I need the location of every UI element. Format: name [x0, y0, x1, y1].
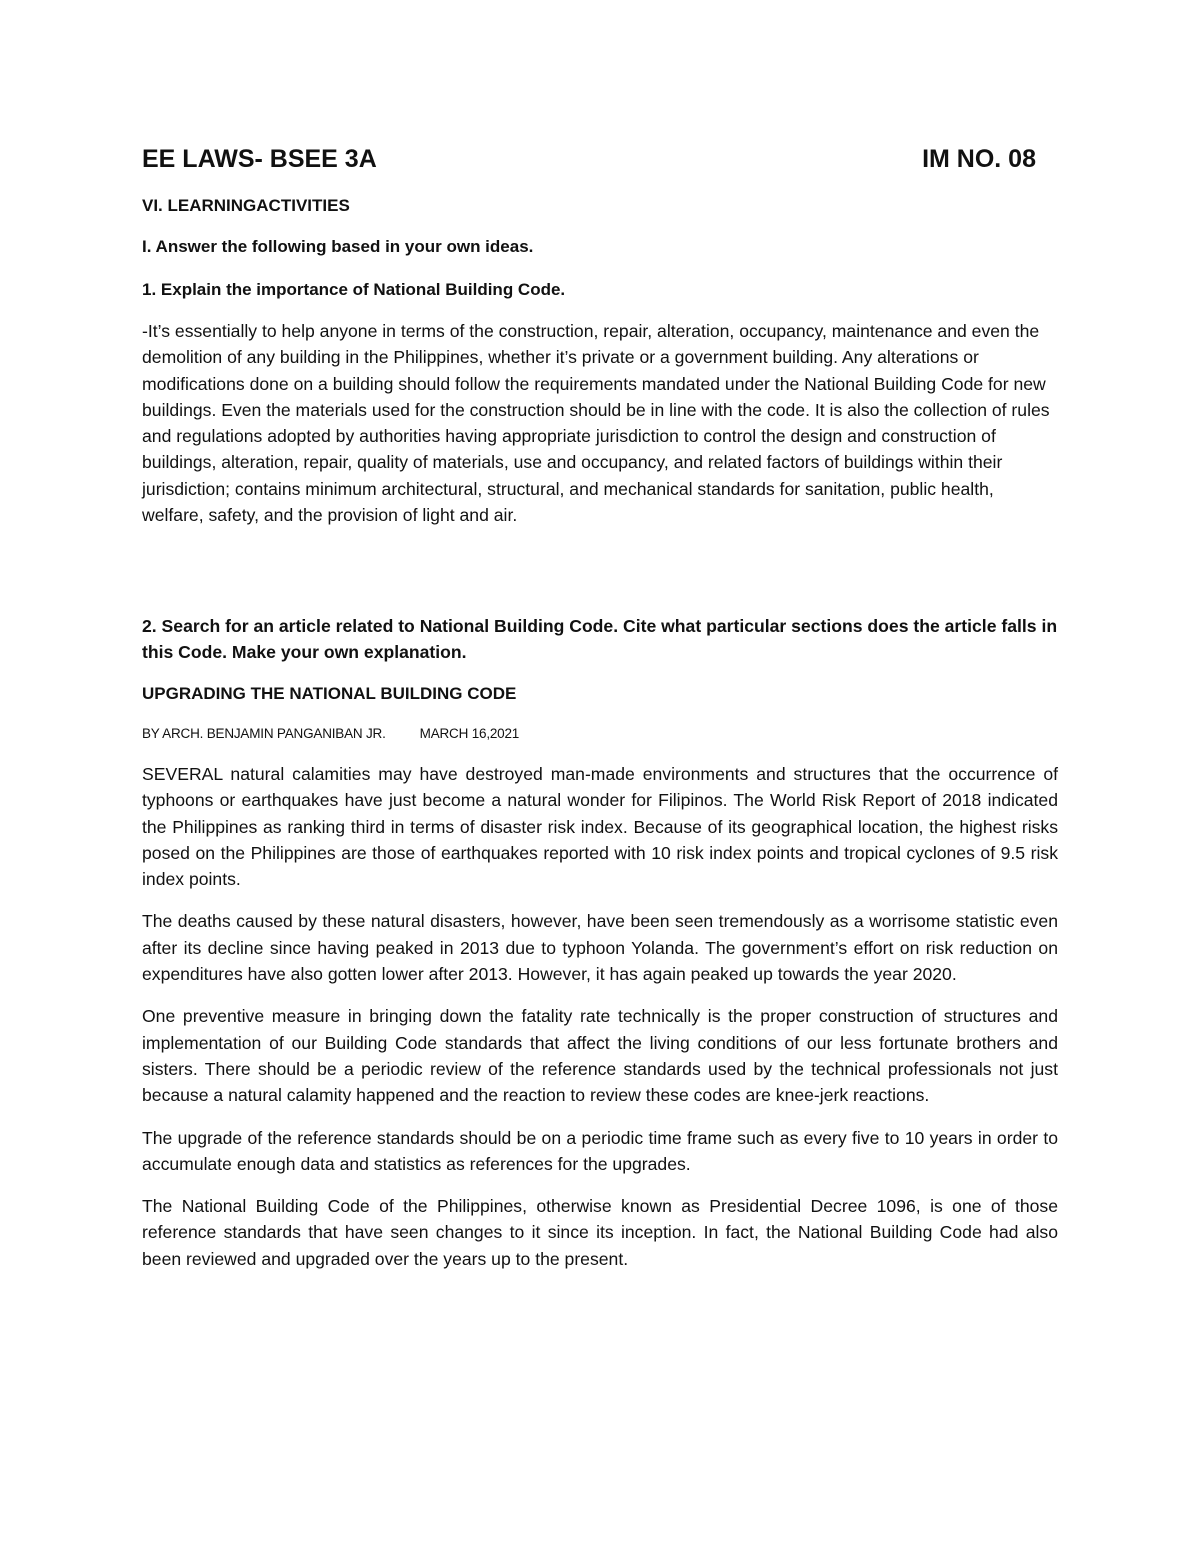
article-paragraph: The deaths caused by these natural disasters, however, have been seen tremendously as a worrisome statistic even after its decline since having peaked in 2013 due to typhoon Yolanda. The government’s effort on risk reduction on expenditures have also gotten lower after 2013. However, it has again peaked up towards the year 2020. — [142, 911, 1058, 985]
article-paragraph: One preventive measure in bringing down the fatality rate technically is the proper construction of structures and implementation of our Building Code standards that affect the living conditions of our less fortunate brothers and sisters. There should be a periodic review of the reference standards used by the technical professionals not just because a natural calamity happened and the reaction to review these codes are knee-jerk reactions. — [142, 1006, 1058, 1106]
article-date: MARCH 16,2021 — [419, 726, 520, 741]
section-label: VI. LEARNINGACTIVITIES — [142, 196, 350, 215]
instruction-text: I. Answer the following based in your own ideas. — [142, 237, 534, 256]
article-byline — [142, 726, 519, 741]
article-title: UPGRADING THE NATIONAL BUILDING CODE — [142, 684, 517, 703]
course-title: EE LAWS- BSEE 3A — [142, 145, 377, 173]
article-paragraph: The National Building Code of the Philippines, otherwise known as Presidential Decree 1096, is one of those reference standards that have seen changes to it since its inception. In fact, the National Building Code had also been reviewed and upgraded over the years up to the present. — [142, 1196, 1058, 1269]
article-author: BY ARCH. BENJAMIN PANGANIBAN JR. — [142, 726, 386, 741]
article-body — [142, 761, 1058, 1288]
article-paragraph: The upgrade of the reference standards should be on a periodic time frame such as every five to 10 years in order to accumulate enough data and statistics as references for the upgrades. — [142, 1127, 1058, 1174]
question-1-answer: -It’s essentially to help anyone in terms of the construction, repair, alteration, occupancy, maintenance and even the demolition of any building in the Philippines, whether it’s private or a government building. Any alterations or modifications done on a building should follow the requirements mandated under the National Building Code for new buildings. Even the materials used for the construction should be in line with the code. It is also the collection of rules and regulations adopted by authorities having appropriate jurisdiction to control the design and construction of buildings, alteration, repair, quality of materials, use and occupancy, and related factors of buildings within their jurisdiction; contains minimum architectural, structural, and mechanical standards for sanitation, public health, welfare, safety, and the provision of light and air. — [142, 321, 1050, 526]
module-number: IM NO. 08 — [922, 145, 1036, 173]
document-header — [142, 145, 1036, 174]
question-2-prompt: 2. Search for an article related to National Building Code. Cite what particular sections does the article falls in this Code. Make your own explanation. — [142, 616, 1058, 662]
question-1-prompt: 1. Explain the importance of National Building Code. — [142, 280, 566, 299]
article-paragraph: SEVERAL natural calamities may have destroyed man-made environments and structures that the occurrence of typhoons or earthquakes have just become a natural wonder for Filipinos. The World Risk Report of 2018 indicated the Philippines as ranking third in terms of disaster risk index. Because of its geographical location, the highest risks posed on the Philippines are those of earthquakes reported with 10 risk index points and tropical cyclones of 9.5 risk index points. — [142, 764, 1058, 890]
document-page — [142, 0, 1058, 1553]
